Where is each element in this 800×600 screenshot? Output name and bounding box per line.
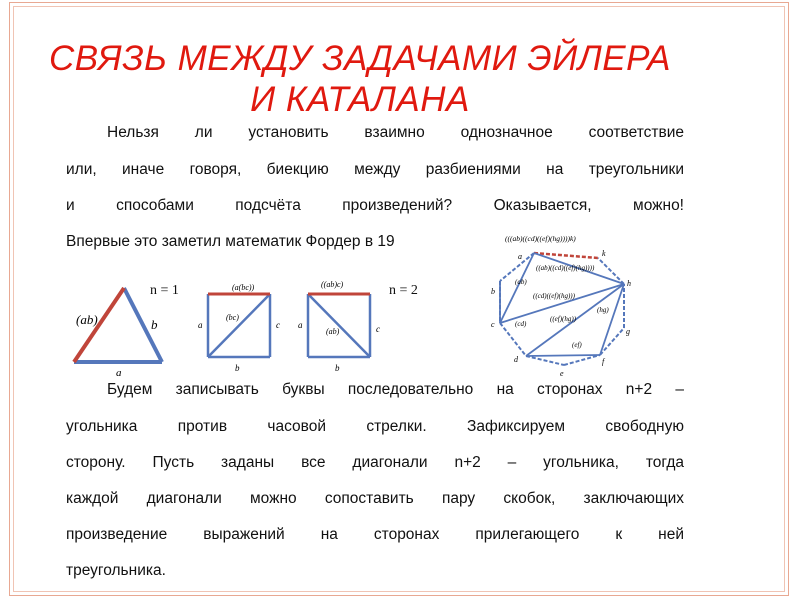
polygon-top-expr: (((ab)((cd)((ef)(hg))))k) bbox=[505, 234, 576, 243]
polygon-vertex-a: a bbox=[518, 252, 522, 261]
square-2-label-bottom: b bbox=[335, 363, 340, 373]
polygon-inner-label-4: (cd) bbox=[515, 320, 527, 328]
square-1-diagram bbox=[192, 280, 290, 380]
square-2-label-diag: (ab) bbox=[326, 327, 340, 336]
polygon-vertex-h: h bbox=[627, 279, 631, 288]
square-2-label-top: ((ab)c) bbox=[321, 280, 344, 289]
polygon-inner-label-2: (ab) bbox=[515, 278, 527, 286]
square-1-label-right: c bbox=[276, 320, 280, 330]
triangle-diagram bbox=[62, 280, 177, 380]
square-2-diagonal bbox=[308, 294, 370, 357]
paragraph-2-line-1: Будем записывать буквы последовательно на сторонах n+2 – bbox=[107, 381, 684, 398]
polygon-vertex-c: c bbox=[491, 320, 495, 329]
polygon-inner-label-1: ((ab)((cd)((ef)(hg)))) bbox=[536, 264, 595, 272]
square-1-label-diag: (bc) bbox=[226, 313, 239, 322]
paragraph-2-line-3: сторону. Пусть заданы все диагонали n+2 – угольника, тогда bbox=[66, 454, 684, 471]
polygon-inner-label-3: ((cd)((ef)(hg))) bbox=[533, 292, 575, 300]
title-line-1: СВЯЗЬ МЕЖДУ ЗАДАЧАМИ ЭЙЛЕРА bbox=[48, 39, 672, 78]
n1-label: n = 1 bbox=[150, 283, 179, 298]
paragraph-2-line-2: угольника против часовой стрелки. Зафиксируем свободную bbox=[66, 418, 684, 435]
square-2-label-right: c bbox=[376, 324, 380, 334]
triangle-label-b: b bbox=[151, 317, 158, 332]
polygon-inner-label-5: ((ef)(hg)) bbox=[550, 315, 577, 323]
polygon-inner-label-7: (ef) bbox=[572, 341, 582, 349]
polygon-inner-label-6: (hg) bbox=[597, 306, 609, 314]
paragraph-2-line-6: треугольника. bbox=[66, 562, 166, 579]
square-1-label-bottom: b bbox=[235, 363, 240, 373]
polygon-vertex-b: b bbox=[491, 287, 495, 296]
square-2-label-left: a bbox=[298, 320, 303, 330]
triangle-label-a: a bbox=[116, 367, 122, 379]
n2-label: n = 2 bbox=[389, 283, 418, 298]
paragraph-1-line-3: и способами подсчёта произведений? Оказывается, можно! bbox=[66, 197, 684, 214]
paragraph-2-line-4: каждой диагонали можно сопоставить пару скобок, заключающих bbox=[66, 490, 684, 507]
square-2-diagram bbox=[292, 276, 390, 380]
square-1-label-left: a bbox=[198, 320, 203, 330]
paragraph-1-line-4: Впервые это заметил математик Фордер в 19 bbox=[66, 233, 395, 250]
triangle-label-ab: (ab) bbox=[76, 312, 98, 327]
polygon-vertex-d: d bbox=[514, 355, 518, 364]
title-line-2: И КАТАЛАНА bbox=[250, 80, 470, 119]
polygon-vertex-e: e bbox=[560, 369, 564, 378]
paragraph-1-line-2: или, иначе говоря, биекцию между разбиениями на треугольники bbox=[66, 161, 684, 178]
polygon-diagram bbox=[478, 226, 643, 378]
square-1-diagonal bbox=[208, 294, 270, 357]
slide-title bbox=[30, 38, 690, 120]
paragraph-1-line-1: Нельзя ли установить взаимно однозначное соответствие bbox=[107, 124, 684, 141]
paragraph-2-line-5: произведение выражений на сторонах прилегающего к ней bbox=[66, 526, 684, 543]
polygon-vertex-g: g bbox=[626, 327, 630, 336]
polygon-vertex-k: k bbox=[602, 249, 606, 258]
polygon-vertex-f: f bbox=[602, 357, 605, 366]
square-1-label-top: (a(bc)) bbox=[232, 283, 255, 292]
